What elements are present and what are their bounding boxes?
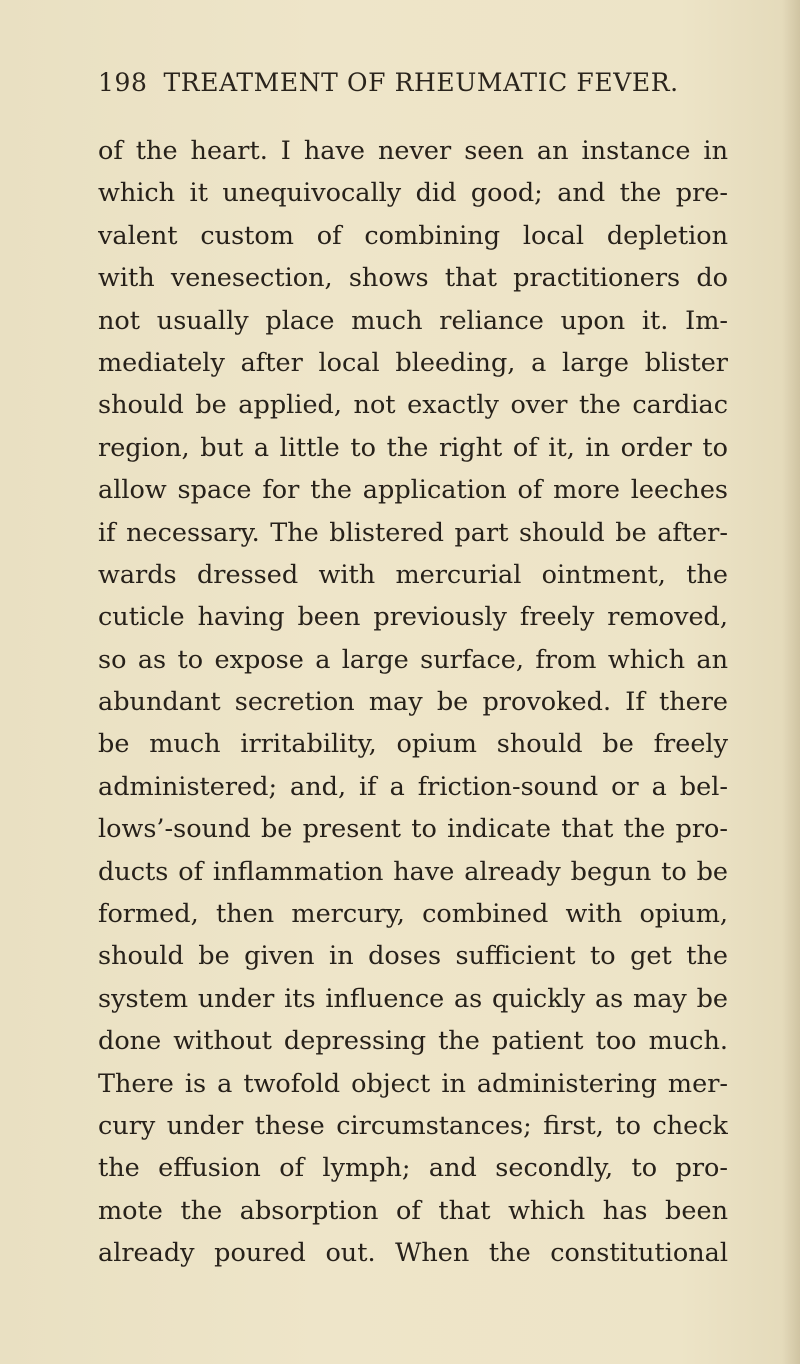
page-number: 198 bbox=[98, 68, 148, 97]
text-line: formed, then mercury, combined with opium, bbox=[98, 899, 728, 930]
text-line: the effusion of lymph; and secondly, to pro- bbox=[98, 1153, 728, 1184]
text-line: if necessary. The blistered part should be after- bbox=[98, 517, 728, 548]
text-line: mediately after local bleeding, a large blister bbox=[98, 347, 728, 378]
page-edge-shadow bbox=[782, 0, 800, 1364]
text-line: be much irritability, opium should be freely bbox=[98, 729, 728, 760]
text-line: not usually place much reliance upon it. Im- bbox=[98, 305, 728, 336]
text-line: system under its influence as quickly as may be bbox=[98, 983, 728, 1014]
text-line: administered; and, if a friction-sound or a bel- bbox=[98, 771, 728, 802]
text-line: cury under these circumstances; first, to check bbox=[98, 1110, 728, 1141]
text-line: abundant secretion may be provoked. If there bbox=[98, 687, 728, 718]
text-line: with venesection, shows that practitioners do bbox=[98, 263, 728, 294]
running-head-title: TREATMENT OF RHEUMATIC FEVER. bbox=[163, 68, 679, 97]
text-line: which it unequivocally did good; and the pre- bbox=[98, 178, 728, 209]
text-line: so as to expose a large surface, from which an bbox=[98, 644, 728, 675]
text-line: valent custom of combining local depletion bbox=[98, 220, 728, 251]
text-line: There is a twofold object in administering mer- bbox=[98, 1068, 728, 1099]
text-line: wards dressed with mercurial ointment, the bbox=[98, 559, 728, 590]
text-line: allow space for the application of more leeches bbox=[98, 475, 728, 506]
text-line: should be applied, not exactly over the cardiac bbox=[98, 390, 728, 421]
text-line: already poured out. When the constitutional bbox=[98, 1238, 728, 1269]
text-line: mote the absorption of that which has been bbox=[98, 1195, 728, 1226]
text-line: of the heart. I have never seen an instance in bbox=[98, 136, 728, 166]
body-text bbox=[98, 130, 728, 1275]
text-line: lows’-sound be present to indicate that the pro- bbox=[98, 814, 728, 845]
text-line: cuticle having been previously freely removed, bbox=[98, 602, 728, 633]
text-line: done without depressing the patient too much. bbox=[98, 1026, 728, 1057]
text-line: ducts of inflammation have already begun to be bbox=[98, 856, 728, 887]
text-line: region, but a little to the right of it, in order to bbox=[98, 432, 728, 463]
running-head bbox=[98, 68, 738, 97]
text-line: should be given in doses sufficient to get the bbox=[98, 941, 728, 972]
